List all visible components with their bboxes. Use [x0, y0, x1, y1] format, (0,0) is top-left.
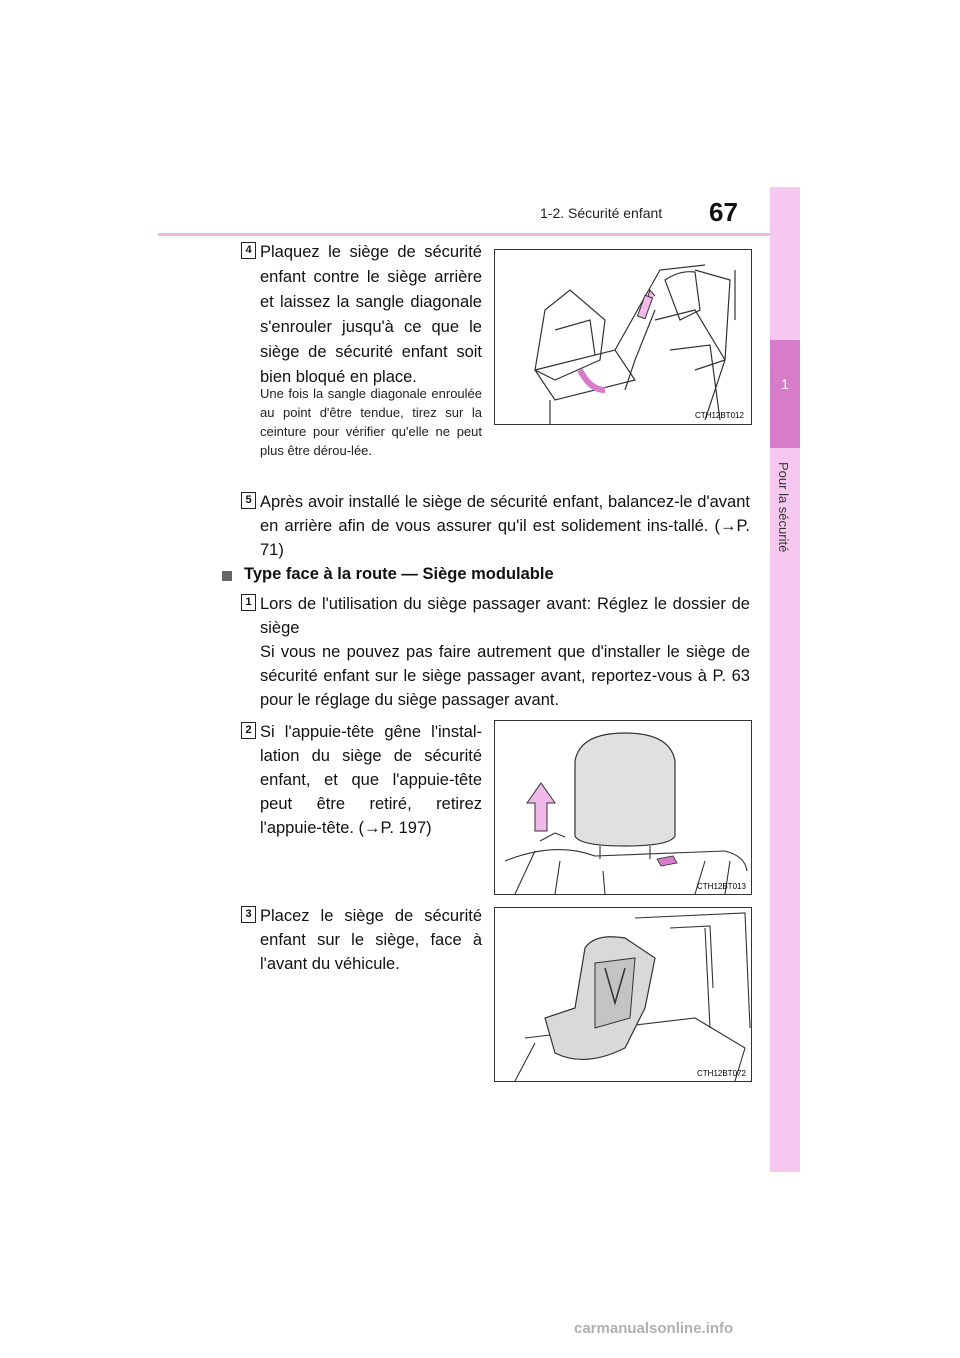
step-number: 2	[241, 722, 256, 739]
chapter-number: 1	[781, 376, 789, 392]
header-rule	[158, 233, 800, 236]
step-text: Plaquez le siège de sécurité enfant contre le siège arrière et laissez la sangle diagonale s'enrouler jusqu'à ce que le siège de sécurité enfant soit bien bloqué en place.	[260, 243, 482, 386]
figure-code: CTH12BT013	[697, 882, 746, 891]
step-text: Après avoir installé le siège de sécurité enfant, balancez-le d'avant en arrière afin de vous assurer qu'il est solidement ins-tallé. (→P. 71)	[260, 493, 750, 559]
page-number: 67	[709, 197, 738, 227]
step-number: 5	[241, 492, 256, 509]
figure-seat-belt-retract	[494, 249, 752, 425]
step-text: Si l'appuie-tête gêne l'instal-lation du siège de sécurité enfant, et que l'appuie-tête peut être retiré, retirez l'appuie-tête. (→P. 197)	[260, 723, 482, 837]
step-text-detail: Si vous ne pouvez pas faire autrement que d'installer le siège de sécurité enfant sur le siège passager avant, reportez-vous à P. 63 pour le réglage du siège passager avant.	[260, 643, 750, 709]
chapter-label: Pour la sécurité	[776, 462, 791, 553]
step-text: Lors de l'utilisation du siège passager avant: Réglez le dossier de siège	[260, 595, 750, 637]
step-number: 1	[241, 594, 256, 611]
step-text: Placez le siège de sécurité enfant sur le siège, face à l'avant du véhicule.	[260, 907, 482, 973]
section-heading: Type face à la route — Siège modulable	[244, 565, 554, 583]
chapter-tab	[770, 187, 800, 1172]
step-note: Une fois la sangle diagonale enroulée au point d'être tendue, tirez sur la ceinture pour vérifier qu'elle ne peut plus être dérou-lée.	[260, 386, 482, 458]
step-number: 3	[241, 906, 256, 923]
figure-forward-facing-seat	[494, 907, 752, 1082]
watermark: carmanualsonline.info	[574, 1320, 734, 1337]
step-number: 4	[241, 242, 256, 259]
figure-code: CTH12BT012	[695, 411, 744, 420]
heading-bullet	[222, 571, 232, 581]
figure-code: CTH12BT072	[697, 1069, 746, 1078]
section-title: 1-2. Sécurité enfant	[540, 205, 663, 221]
figure-headrest-removal	[494, 720, 752, 895]
chapter-tab-marker	[770, 340, 800, 448]
